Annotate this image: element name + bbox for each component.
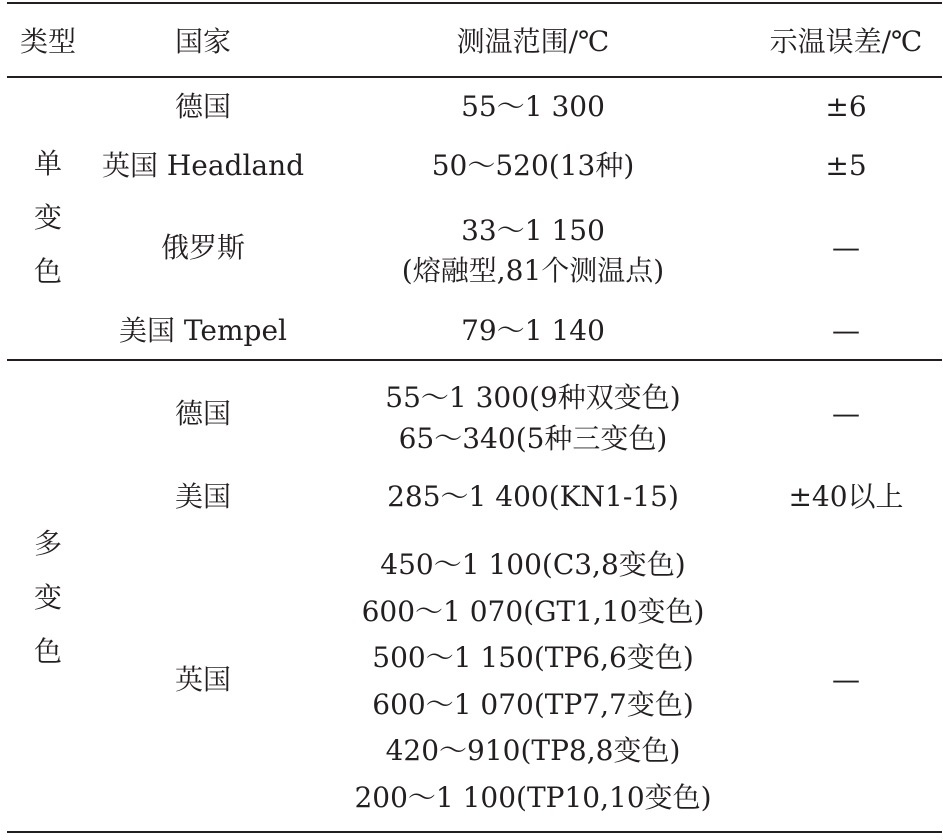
range-line: 420～910(TP8,8变色) [385, 734, 681, 768]
category-multi: 多变色 [33, 527, 62, 668]
table-cell-range: 285～1 400(KN1-15) [387, 480, 679, 513]
table-cell-range: 50～520(13种) [431, 149, 635, 182]
table-cell-error: — [832, 397, 860, 430]
table-cell-country: 德国 [174, 90, 232, 123]
table-bottom-rule [7, 831, 942, 833]
table-cell-error: — [832, 314, 860, 347]
table-cell-range [402, 211, 664, 291]
header-error: 示温误差/℃ [769, 25, 923, 58]
range-line: 450～1 100(C3,8变色) [380, 548, 686, 581]
table-cell-country: 俄罗斯 [160, 231, 246, 264]
range-line: 65～340(5种三变色) [398, 422, 668, 455]
table-cell-country: 英国 Headland [101, 149, 305, 182]
header-country: 国家 [174, 25, 232, 58]
table-cell-range: 79～1 140 [461, 314, 605, 347]
table-top-rule [7, 2, 942, 4]
range-line: 600～1 070(GT1,10变色) [361, 594, 705, 628]
table-cell-country: 德国 [174, 397, 232, 430]
table-cell-error: ±5 [825, 149, 867, 182]
header-type: 类型 [19, 25, 77, 58]
table-header-rule [7, 76, 942, 78]
range-line: (熔融型,81个测温点) [401, 254, 665, 287]
table-cell-error: — [832, 663, 860, 696]
table-cell-country: 英国 [174, 663, 232, 696]
table-cell-error: ±40以上 [788, 480, 904, 513]
range-line: 200～1 100(TP10,10变色) [354, 780, 712, 814]
range-line: 55～1 300(9种双变色) [385, 381, 681, 414]
table-cell-range: 55～1 300 [461, 90, 605, 123]
table-cell-error: — [832, 231, 860, 264]
table-cell-country: 美国 [174, 480, 232, 513]
range-line: 600～1 070(TP7,7变色) [372, 687, 694, 721]
table-cell-range [385, 377, 680, 459]
category-single: 单变色 [33, 147, 62, 288]
header-range: 测温范围/℃ [456, 25, 610, 58]
table-section-rule [7, 359, 942, 361]
table-cell-error: ±6 [825, 90, 867, 123]
table-cell-country: 美国 Tempel [119, 314, 287, 347]
range-line: 500～1 150(TP6,6变色) [372, 641, 694, 675]
table-cell-range [354, 542, 711, 822]
range-line: 33～1 150 [461, 214, 605, 247]
